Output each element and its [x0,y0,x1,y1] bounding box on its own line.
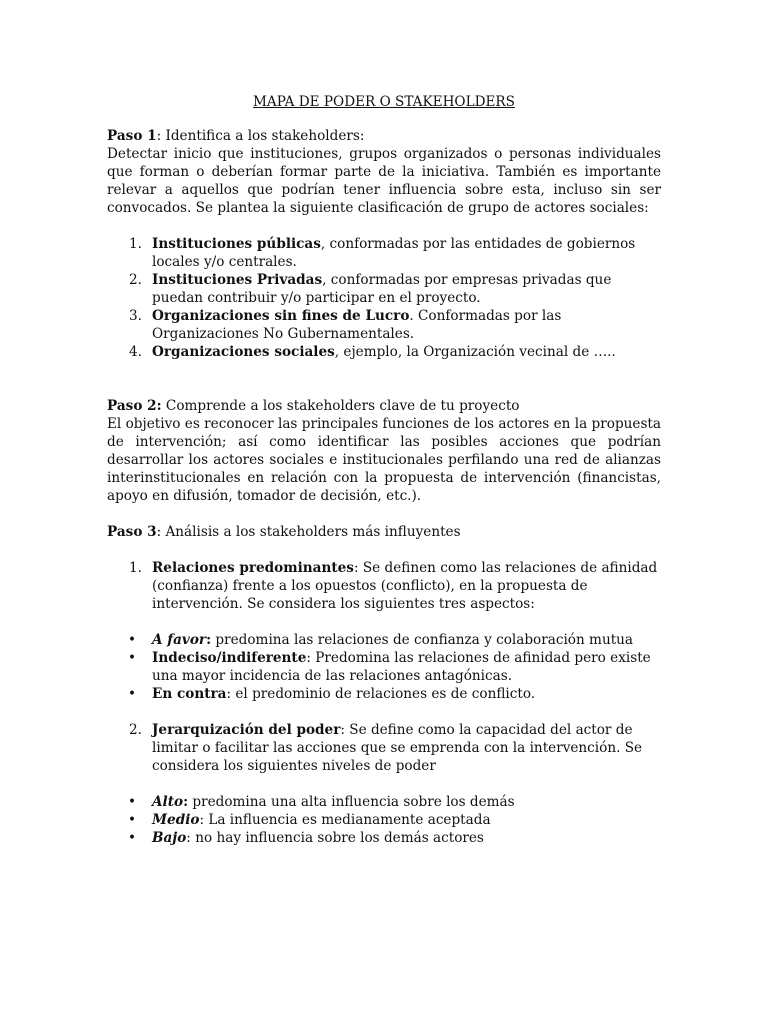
paso-2-heading-text: Comprende a los stakeholders clave de tu proyecto [161,398,520,414]
power-level-bullet-list [107,793,661,847]
list-item: • Bajo: no hay influencia sobre los demás actores [128,830,484,846]
paso-2-body: El objetivo es reconocer las principales funciones de los actores en la propuesta de intervención; así como identificar las posibles acciones que podrían desarrollar los actores sociales e institucionales perfilando una red de alianzas interinstitucionales en relación con la propuesta de intervención (financistas, apoyo en difusión, tomador de decisión, etc.). [107,416,661,504]
paso-1-section [107,127,661,361]
list-item: 2. Jerarquización del poder: Se define como la capacidad del actor de limitar o facilitar las acciones que se emprenda con la intervención. Se considera los siguientes niveles de poder [129,722,643,774]
paso-1-body: Detectar inicio que instituciones, grupos organizados o personas individuales que forman o deberían formar parte de la iniciativa. También es importante relevar a aquellos que podrían tener influencia sobre esta, incluso sin ser convocados. Se plantea la siguiente clasificación de grupo de actores sociales: [107,146,661,216]
relationship-bullet-list [107,631,661,703]
paso-3-label: Paso 3 [107,524,157,540]
list-item: • En contra: el predominio de relaciones es de conflicto. [128,686,536,702]
paso-2-label: Paso 2: [107,398,162,414]
list-item: 2. Instituciones Privadas, conformadas por empresas privadas que puedan contribuir y/o participar en el proyecto. [129,272,612,306]
paso-2-heading [107,397,661,415]
paso-1-heading-text: : Identifica a los stakeholders: [156,128,365,144]
paso-3-heading-text: : Análisis a los stakeholders más influyentes [156,524,461,540]
list-item: 1. Instituciones públicas, conformadas por las entidades de gobiernos locales y/o centrales. [129,236,636,270]
paso-2-section [107,397,661,505]
paso-3-heading [107,523,661,541]
paso-1-label: Paso 1 [107,128,157,144]
document-title: MAPA DE PODER O STAKEHOLDERS [253,94,515,110]
actor-classification-list [107,235,661,361]
list-item: 3. Organizaciones sin fines de Lucro. Conformadas por las Organizaciones No Gubernamentales. [129,308,562,342]
paso-3-section [107,523,661,847]
list-item: • Indeciso/indiferente: Predomina las relaciones de afinidad pero existe una mayor incidencia de las relaciones antagónicas. [128,650,651,684]
list-item: • Alto: predomina una alta influencia sobre los demás [128,794,515,810]
list-item: • A favor: predomina las relaciones de confianza y colaboración mutua [128,632,634,648]
list-item: • Medio: La influencia es medianamente aceptada [128,812,491,828]
document-content [107,93,661,847]
list-item: 4. Organizaciones sociales, ejemplo, la Organización vecinal de ….. [129,344,616,360]
analysis-list-2 [107,721,661,775]
paso-1-heading [107,127,661,145]
list-item: 1. Relaciones predominantes: Se definen como las relaciones de afinidad (confianza) frente a los opuestos (conflicto), en la propuesta de intervención. Se considera los siguientes tres aspectos: [129,560,658,612]
analysis-list-1 [107,559,661,613]
